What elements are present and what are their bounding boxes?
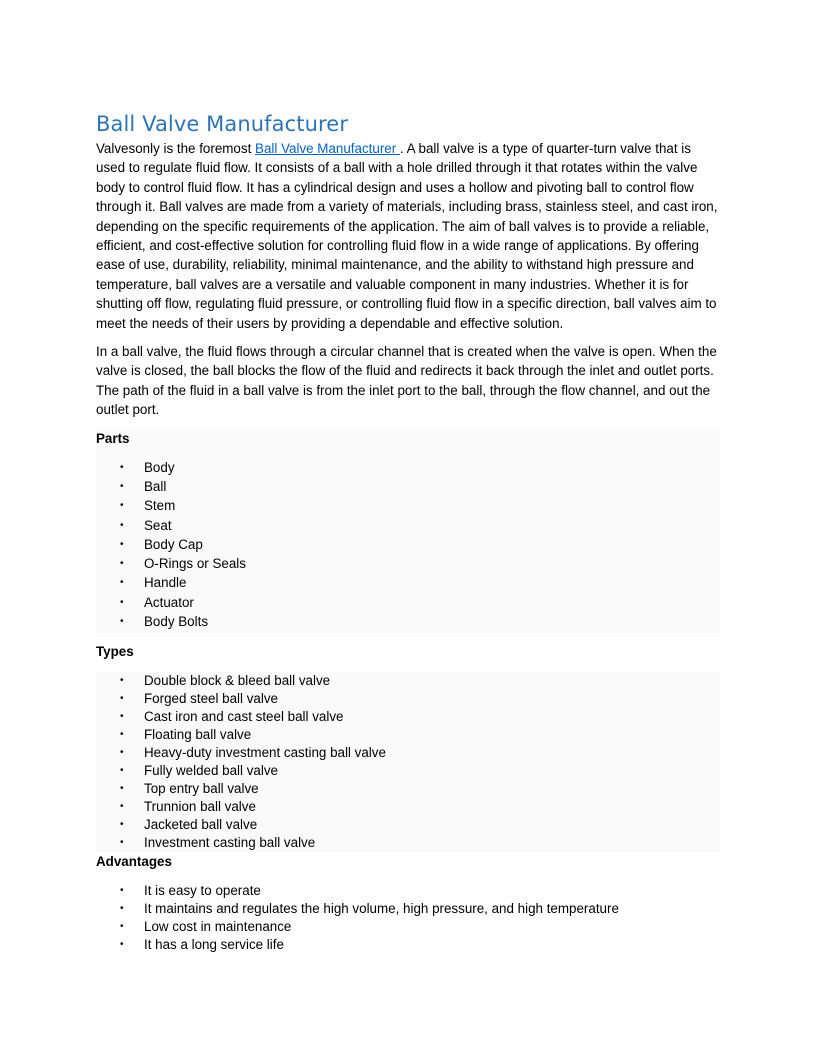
bullet-icon: • <box>120 939 124 951</box>
list-item: • Heavy-duty investment casting ball valve <box>120 745 386 761</box>
bullet-icon: • <box>120 500 124 512</box>
bullet-icon: • <box>120 921 124 933</box>
list-item: • Investment casting ball valve <box>120 835 316 851</box>
list-item: • Top entry ball valve <box>120 781 259 797</box>
list-item: • Seat <box>96 516 720 535</box>
list-item: • Stem <box>96 496 720 515</box>
list-item: • Ball <box>96 477 720 496</box>
list-item: • Body Cap <box>96 535 720 554</box>
parts-section <box>96 429 720 634</box>
list-item: • Actuator <box>96 593 720 612</box>
bullet-icon: • <box>120 729 124 741</box>
bullet-icon: • <box>120 693 124 705</box>
bullet-icon: • <box>120 801 124 813</box>
document-title: Ball Valve Manufacturer <box>96 112 349 136</box>
list-item: • Low cost in maintenance <box>120 919 292 935</box>
intro-paragraph <box>96 139 720 333</box>
types-heading: Types <box>96 644 134 660</box>
advantages-list <box>96 882 720 954</box>
bullet-icon: • <box>120 783 124 795</box>
document-page <box>96 110 720 954</box>
bullet-icon: • <box>120 519 124 531</box>
types-list <box>96 672 720 852</box>
bullet-icon: • <box>120 885 124 897</box>
bullet-icon: • <box>120 538 124 550</box>
advantages-heading: Advantages <box>96 854 172 870</box>
list-item: • Body <box>96 458 720 477</box>
list-item: • Fully welded ball valve <box>120 763 278 779</box>
bullet-icon: • <box>120 675 124 687</box>
bullet-icon: • <box>120 596 124 608</box>
list-item: • Handle <box>96 573 720 592</box>
intro-text-rest: . A ball valve is a type of quarter-turn valve that is used to regulate fluid flow. It consists of a ball with a hole drilled through it that rotates within the valve body to control fluid flow. It has a cylindrical design and uses a hollow and pivoting ball to control flow through it. Ball valves are made from a variety of materials, including brass, stainless steel, and cast iron, depending on the specific requirements of the application. The aim of ball valves is to provide a reliable, efficient, and cost-effective solution for controlling fluid flow in a wide range of applications. By offering ease of use, durability, reliability, minimal maintenance, and the ability to withstand high pressure and temperature, ball valves are a versatile and valuable component in many industries. Whether it is for shutting off flow, regulating fluid pressure, or controlling fluid flow in a specific direction, ball valves aim to meet the needs of their users by providing a dependable and effective solution. <box>96 141 718 331</box>
bullet-icon: • <box>120 765 124 777</box>
bullet-icon: • <box>120 616 124 628</box>
ball-valve-manufacturer-link[interactable]: Ball Valve Manufacturer <box>255 141 400 156</box>
list-item: • It maintains and regulates the high volume, high pressure, and high temperature <box>120 901 619 917</box>
list-item: • Double block & bleed ball valve <box>120 673 331 689</box>
bullet-icon: • <box>120 461 124 473</box>
list-item: • Jacketed ball valve <box>120 817 258 833</box>
intro-text-start: Valvesonly is the foremost <box>96 141 256 156</box>
list-item: • It is easy to operate <box>120 883 261 899</box>
list-item: • Trunnion ball valve <box>120 799 256 815</box>
list-item: • Body Bolts <box>96 612 720 631</box>
bullet-icon: • <box>120 558 124 570</box>
list-item: • O-Rings or Seals <box>96 554 720 573</box>
list-item: • Cast iron and cast steel ball valve <box>120 709 344 725</box>
bullet-icon: • <box>120 480 124 492</box>
parts-heading: Parts <box>96 430 130 446</box>
list-item: • It has a long service life <box>120 937 284 953</box>
list-item: • Floating ball valve <box>120 727 252 743</box>
bullet-icon: • <box>120 747 124 759</box>
bullet-icon: • <box>120 577 124 589</box>
types-section <box>96 672 720 852</box>
bullet-icon: • <box>120 711 124 723</box>
parts-list <box>96 458 720 632</box>
bullet-icon: • <box>120 903 124 915</box>
bullet-icon: • <box>120 837 124 849</box>
bullet-icon: • <box>120 819 124 831</box>
list-item: • Forged steel ball valve <box>120 691 278 707</box>
flow-paragraph: In a ball valve, the fluid flows through a circular channel that is created when the valve is open. When the valve is closed, the ball blocks the flow of the fluid and redirects it back through the inlet and outlet ports. The path of the fluid in a ball valve is from the inlet port to the ball, through the flow channel, and out the outlet port. <box>96 344 717 418</box>
